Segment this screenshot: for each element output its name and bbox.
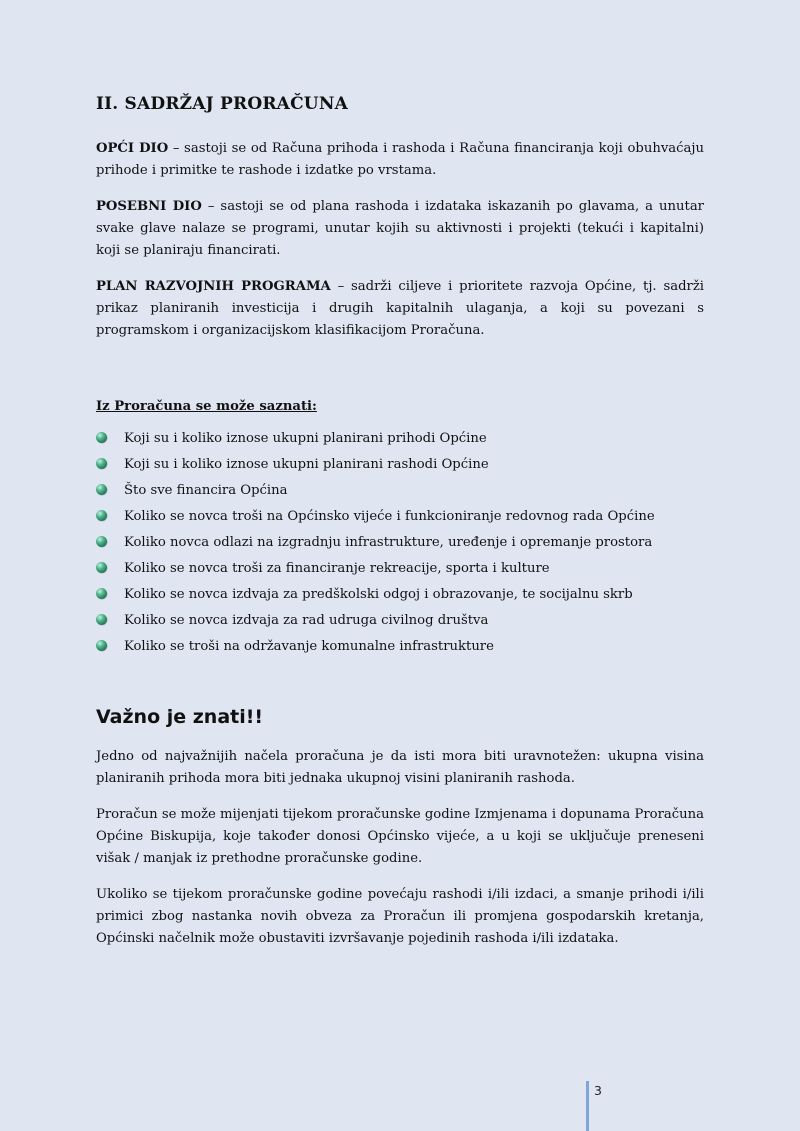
definition-term: OPĆI DIO <box>96 141 169 156</box>
list-item-text: Koji su i koliko iznose ukupni planirani prihodi Općine <box>124 431 487 446</box>
list-item <box>96 556 704 582</box>
list-item <box>96 530 704 556</box>
list-item-text: Koliko se novca izdvaja za rad udruga civilnog društva <box>124 613 489 628</box>
green-sphere-bullet-icon <box>96 536 107 547</box>
list-item <box>96 634 704 660</box>
green-sphere-bullet-icon <box>96 510 107 521</box>
list-item-text: Koliko se novca troši na Općinsko vijeće i funkcioniranje redovnog rada Općine <box>124 509 655 524</box>
list-item <box>96 504 704 530</box>
important-paragraph: Jedno od najvažnijih načela proračuna je da isti mora biti uravnotežen: ukupna visina planiranih prihoda mora biti jednaka ukupnoj visini planiranih rashoda. <box>96 749 704 786</box>
list-item-text: Koliko se novca izdvaja za predškolski odgoj i obrazovanje, te socijalnu skrb <box>124 587 633 602</box>
definition-term: PLAN RAZVOJNIH PROGRAMA <box>96 279 331 294</box>
list-item <box>96 608 704 634</box>
green-sphere-bullet-icon <box>96 588 107 599</box>
important-title: Važno je znati!! <box>96 706 264 728</box>
list-item-text: Što sve financira Općina <box>124 483 288 498</box>
page-content <box>96 94 704 964</box>
list-item <box>96 582 704 608</box>
green-sphere-bullet-icon <box>96 484 107 495</box>
list-item-text: Koliko se novca troši za financiranje rekreacije, sporta i kulture <box>124 561 550 576</box>
list-item-text: Koliko novca odlazi na izgradnju infrastrukture, uređenje i opremanje prostora <box>124 535 653 550</box>
list-item <box>96 426 704 452</box>
definition-text: – sastoji se od plana rashoda i izdataka iskazanih po glavama, a unutar svake glave nalaze se programi, unutar kojih su aktivnosti i projekti (tekući i kapitalni) koji se planiraju financirati. <box>96 199 704 258</box>
bullet-list <box>96 426 704 660</box>
section-title: II. SADRŽAJ PRORAČUNA <box>96 94 348 114</box>
green-sphere-bullet-icon <box>96 562 107 573</box>
list-heading: Iz Proračuna se može saznati: <box>96 399 317 414</box>
green-sphere-bullet-icon <box>96 614 107 625</box>
green-sphere-bullet-icon <box>96 458 107 469</box>
definition-plan-razvojnih-programa <box>96 276 704 342</box>
list-item <box>96 452 704 478</box>
definition-opci-dio <box>96 138 704 182</box>
list-item <box>96 478 704 504</box>
list-item-text: Koji su i koliko iznose ukupni planirani rashodi Općine <box>124 457 489 472</box>
green-sphere-bullet-icon <box>96 432 107 443</box>
definition-text: – sadrži ciljeve i prioritete razvoja Općine, tj. sadrži prikaz planiranih investicija i drugih kapitalnih ulaganja, a koji su povezani s programskom i organizacijskom klasifikacijom Proračuna. <box>96 279 704 338</box>
footer-divider <box>586 1081 589 1131</box>
page-number: 3 <box>594 1083 602 1098</box>
definition-posebni-dio <box>96 196 704 262</box>
green-sphere-bullet-icon <box>96 640 107 651</box>
definition-term: POSEBNI DIO <box>96 199 202 214</box>
list-item-text: Koliko se troši na održavanje komunalne infrastrukture <box>124 639 494 654</box>
important-paragraph: Proračun se može mijenjati tijekom proračunske godine Izmjenama i dopunama Proračuna Općine Biskupija, koje također donosi Općinsko vijeće, a u koji se uključuje preneseni višak / manjak iz prethodne proračunske godine. <box>96 807 704 866</box>
important-paragraph: Ukoliko se tijekom proračunske godine povećaju rashodi i/ili izdaci, a smanje prihodi i/ili primici zbog nastanka novih obveza za Proračun ili promjena gospodarskih kretanja, Općinski načelnik može obustaviti izvršavanje pojedinih rashoda i/ili izdataka. <box>96 887 704 946</box>
definition-text: – sastoji se od Računa prihoda i rashoda i Računa financiranja koji obuhvaćaju prihode i primitke te rashode i izdatke po vrstama. <box>96 141 704 178</box>
